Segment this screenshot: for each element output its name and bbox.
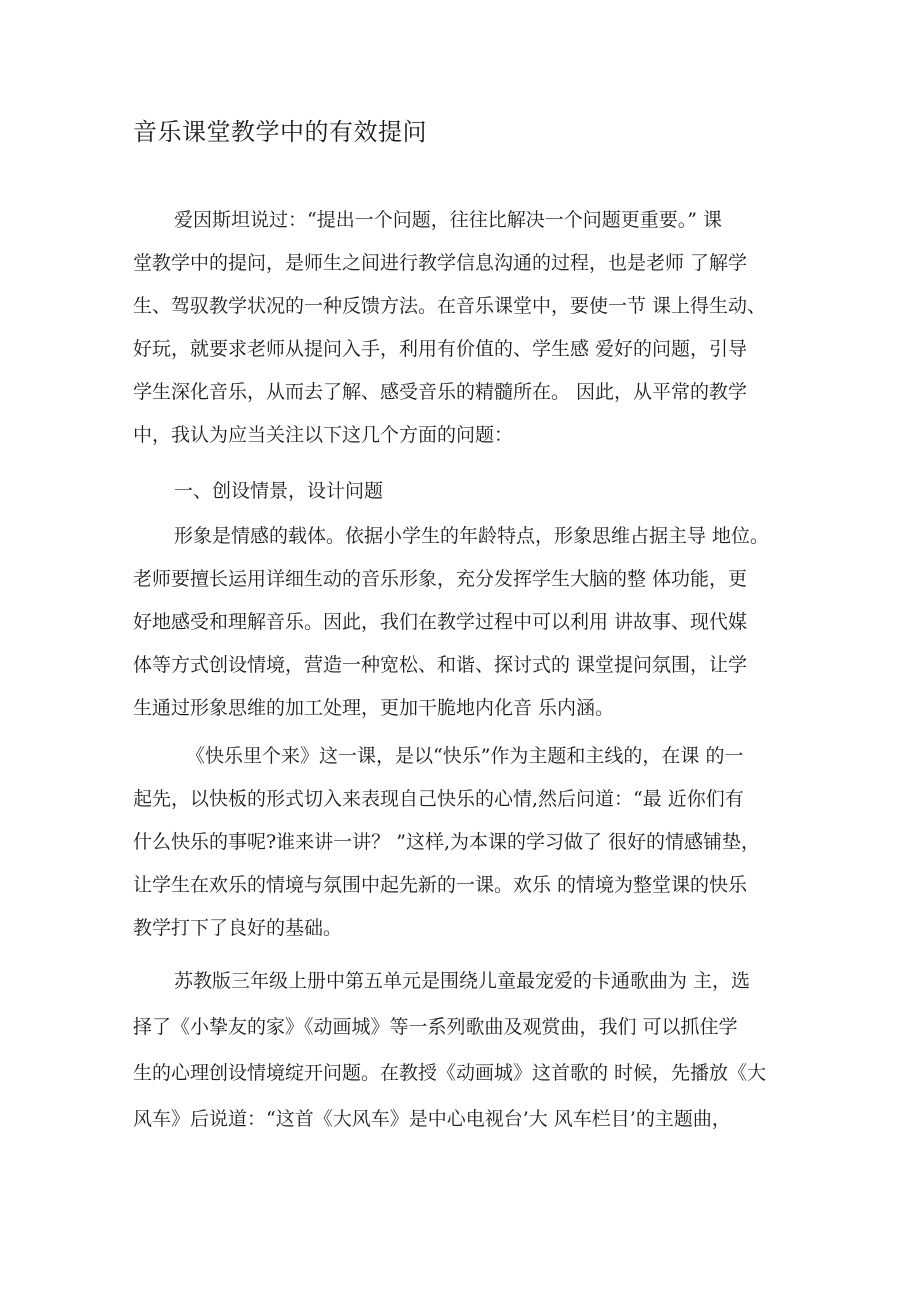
paragraph-line: 体等方式创设情境，营造一种宽松、和谐、探讨式的 课堂提问氛围，让学 bbox=[133, 654, 748, 676]
paragraph-line: 择了《小挚友的家》《动画城》等一系列歌曲及观赏曲，我们 可以抓住学 bbox=[133, 1016, 738, 1038]
paragraph-line: 生通过形象思维的加工处理，更加干脆地内化音 乐内涵。 bbox=[133, 697, 615, 719]
paragraph-line: 好地感受和理解音乐。因此，我们在教学过程中可以利用 讲故事、现代媒 bbox=[133, 611, 748, 633]
paragraph-line: 学生深化音乐，从而去了解、感受音乐的精髓所在。 因此，从平常的教学 bbox=[133, 381, 748, 403]
paragraph-line: 中，我认为应当关注以下这几个方面的问题： bbox=[133, 424, 514, 446]
paragraph-line: 起先，以快板的形式切入来表现自己快乐的心情,然后问道：“最 近你们有 bbox=[133, 788, 744, 810]
paragraph-line: 老师要擅长运用详细生动的音乐形象，充分发挥学生大脑的整 体功能，更 bbox=[133, 568, 748, 590]
paragraph-line: 生、驾驭教学状况的一种反馈方法。在音乐课堂中，要使一节 课上得生动、 bbox=[133, 295, 767, 317]
paragraph-line: 教学打下了良好的基础。 bbox=[133, 917, 343, 939]
paragraph-line: 堂教学中的提问，是师生之间进行教学信息沟通的过程，也是老师 了解学 bbox=[133, 252, 748, 274]
paragraph-line: 《快乐里个来》这一课，是以“快乐”作为主题和主线的，在课 的一 bbox=[186, 745, 744, 767]
paragraph-line: 生的心理创设情境绽开问题。在教授《动画城》这首歌的 时候，先播放《大 bbox=[133, 1062, 767, 1084]
paragraph-line: 苏教版三年级上册中第五单元是围绕儿童最宠爱的卡通歌曲为 主，选 bbox=[174, 970, 751, 992]
document-title: 音乐课堂教学中的有效提问 bbox=[133, 118, 427, 146]
paragraph-line: 让学生在欢乐的情境与氛围中起先新的一课。欢乐 的情境为整堂课的快乐 bbox=[133, 874, 748, 896]
paragraph-line: 爱因斯坦说过：“提出一个问题，往往比解决一个问题更重要。” 课 bbox=[174, 209, 722, 231]
paragraph-line: 什么快乐的事呢?谁来讲一讲？ ”这样,为本课的学习做了 很好的情感铺垫， bbox=[133, 831, 761, 853]
paragraph-line: 好玩，就要求老师从提问入手，利用有价值的、学生感 爱好的问题，引导 bbox=[133, 338, 748, 360]
section-heading: 一、创设情景，设计问题 bbox=[174, 480, 384, 502]
paragraph-line: 风车》后说道：“这首《大风车》是中心电视台’大 风车栏目’的主题曲， bbox=[133, 1108, 731, 1130]
paragraph-line: 形象是情感的载体。依据小学生的年龄特点，形象思维占据主导 地位。 bbox=[174, 525, 770, 547]
